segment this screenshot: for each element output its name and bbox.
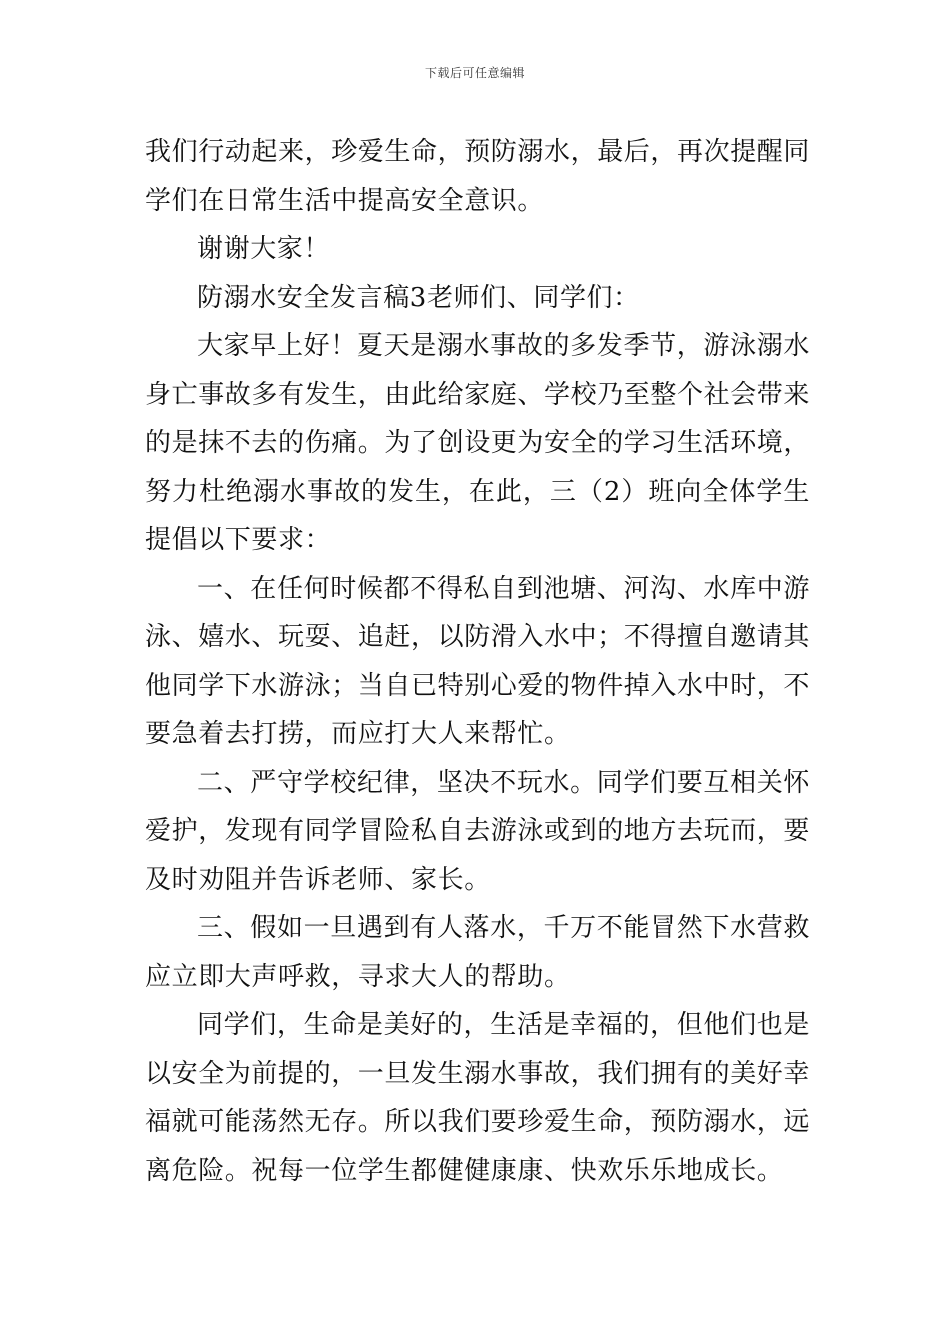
- paragraph-rule-two: 二、严守学校纪律，坚决不玩水。同学们要互相关怀爱护，发现有同学冒险私自去游泳或到的地方去玩而，要及时劝阻并告诉老师、家长。: [145, 767, 811, 895]
- paragraph-greeting: 大家早上好！夏天是溺水事故的多发季节，游泳溺水身亡事故多有发生，由此给家庭、学校乃至整个社会带来的是抹不去的伤痛。为了创设更为安全的学习生活环境，努力杜绝溺水事故的发生，在此，三（2）班向全体学生提倡以下要求：: [145, 331, 811, 555]
- paragraph-rule-three: 三、假如一旦遇到有人落水，千万不能冒然下水营救应立即大声呼救，寻求大人的帮助。: [145, 913, 810, 992]
- paragraph-thanks: 谢谢大家！: [197, 234, 331, 264]
- paragraph-speech-title: 防溺水安全发言稿3老师们、同学们：: [197, 282, 640, 313]
- paragraph-rule-one: 一、在任何时候都不得私自到池塘、河沟、水库中游泳、嬉水、玩耍、追赶，以防滑入水中；不得擅自邀请其他同学下水游泳；当自已特别心爱的物件掉入水中时，不要急着去打捞，而应打大人来帮忙。: [145, 573, 811, 749]
- paragraph-closing-reminder: 我们行动起来，珍爱生命，预防溺水，最后，再次提醒同学们在日常生活中提高安全意识。: [145, 137, 811, 216]
- document-body: [145, 128, 810, 1195]
- page-header: 下载后可任意编辑: [424, 66, 525, 80]
- paragraph-conclusion: 同学们，生命是美好的，生活是幸福的，但他们也是以安全为前提的，一旦发生溺水事故，我们拥有的美好幸福就可能荡然无存。所以我们要珍爱生命，预防溺水，远离危险。祝每一位学生都健健康康、快欢乐乐地成长。: [145, 1010, 811, 1186]
